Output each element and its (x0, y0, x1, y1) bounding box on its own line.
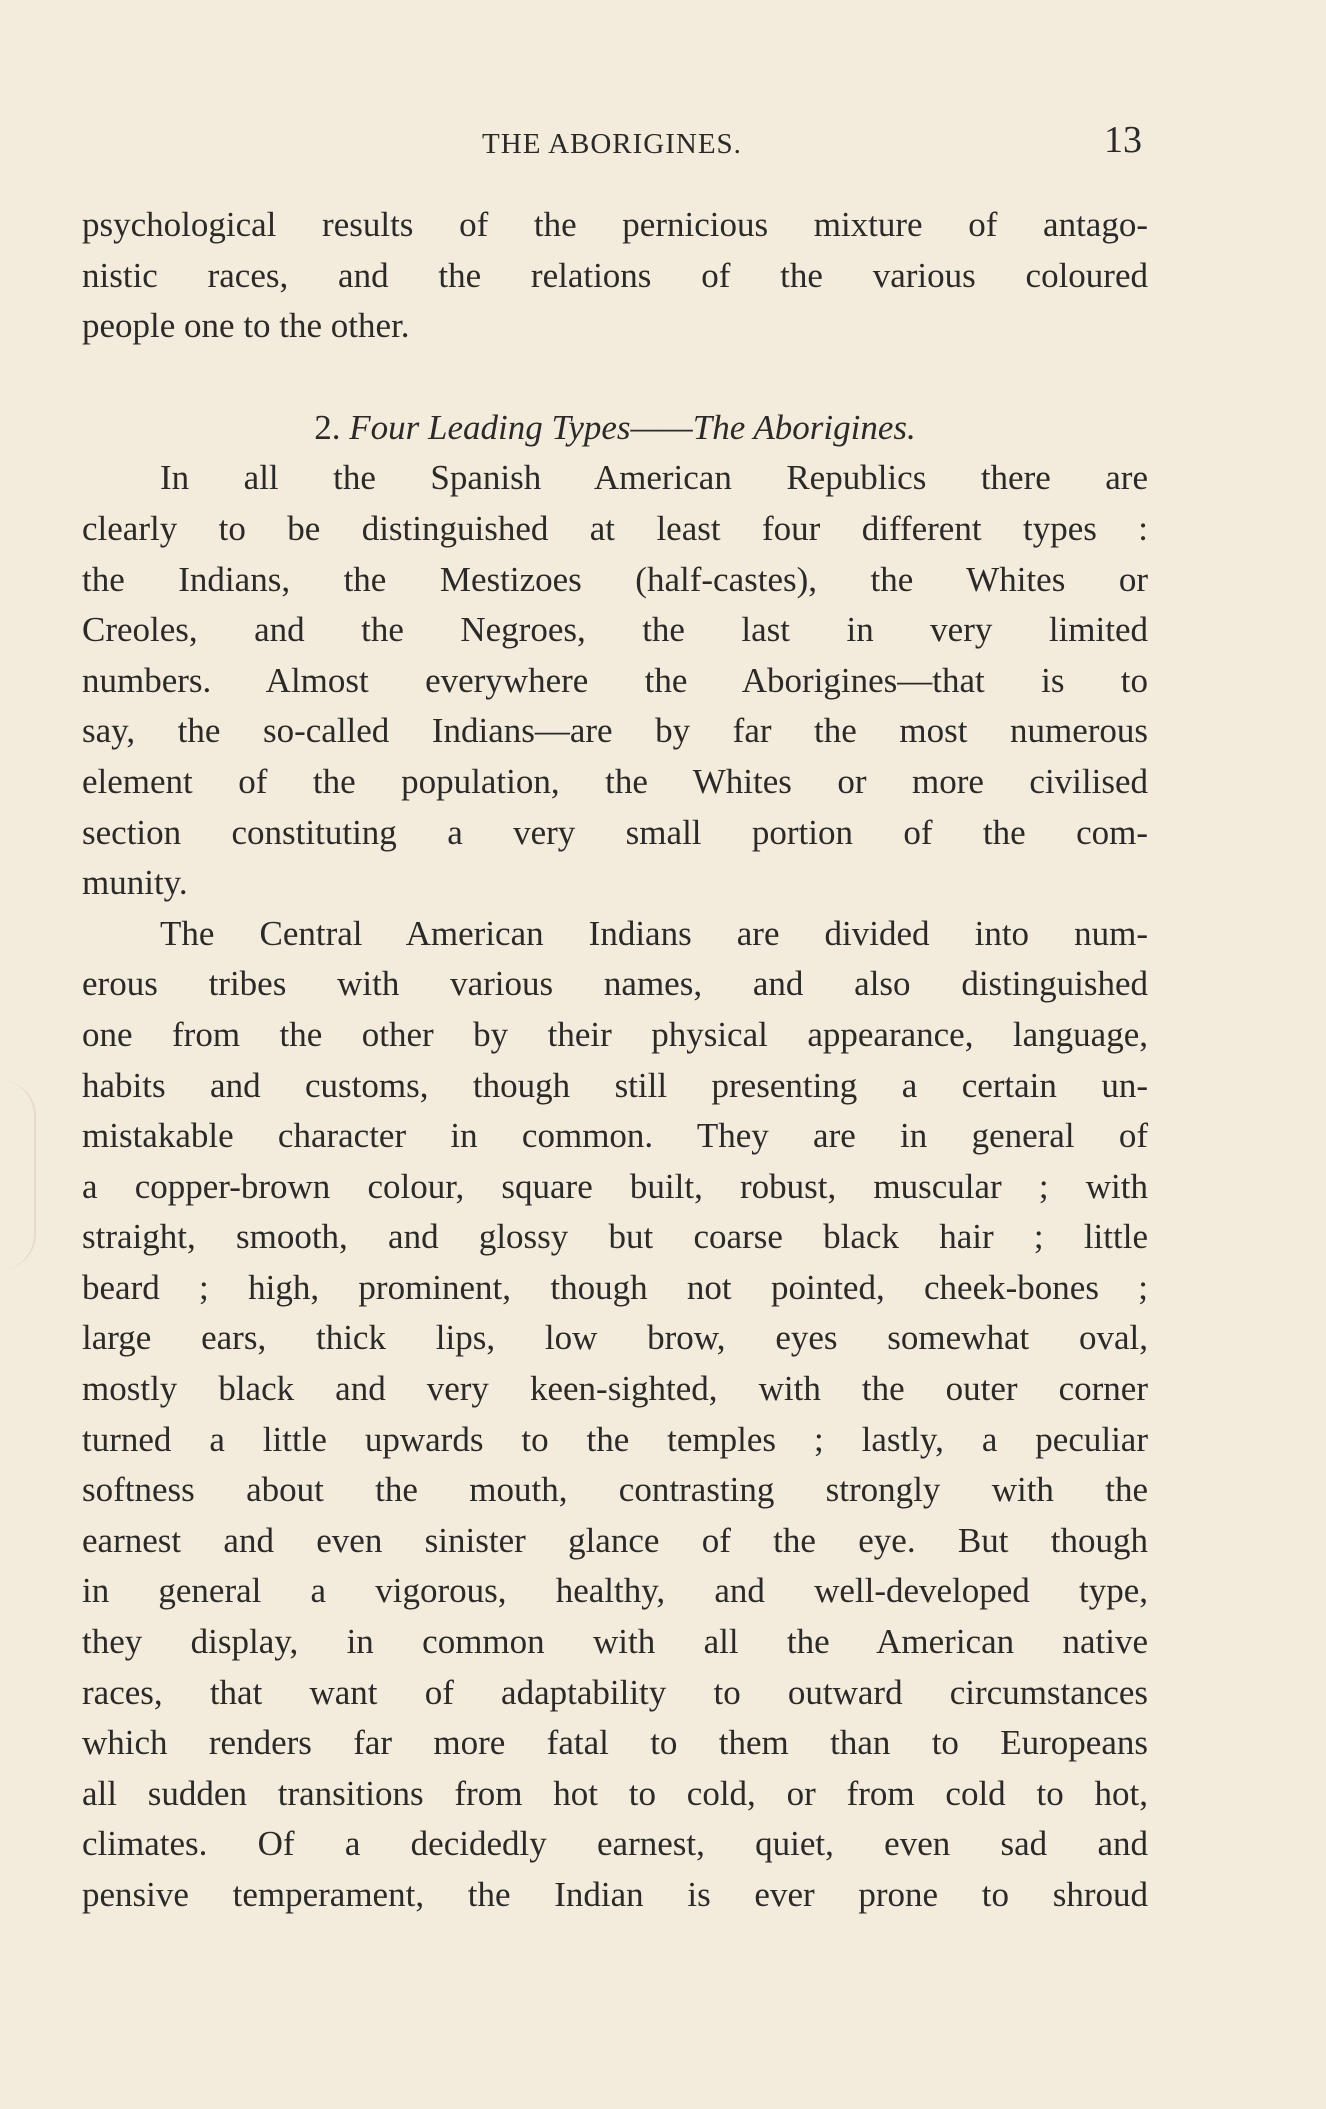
text-line: numbers. Almost everywhere the Aborigines—that is to (82, 660, 1148, 700)
text-line: mostly black and very keen-sighted, with the outer corner (82, 1369, 1148, 1409)
text-line: nistic races, and the relations of the various coloured (82, 255, 1148, 295)
text-line: they display, in common with all the American native (82, 1622, 1148, 1662)
text-line: a copper-brown colour, square built, robust, muscular ; with (82, 1166, 1148, 1206)
paragraph-intro (82, 200, 1148, 352)
text-line: psychological results of the pernicious mixture of antago- (82, 205, 1148, 244)
text-line: earnest and even sinister glance of the eye. But though (82, 1520, 1148, 1560)
text-line: section constituting a very small portion of the com- (82, 812, 1148, 852)
running-head (82, 118, 1142, 170)
text-line: races, that want of adaptability to outward circumstances (82, 1672, 1148, 1712)
text-line: In all the Spanish American Republics there are (160, 458, 1148, 498)
section-number: 2. (314, 407, 341, 447)
text-line: erous tribes with various names, and also distinguished (82, 964, 1148, 1004)
text-line: in general a vigorous, healthy, and well-developed type, (82, 1571, 1148, 1611)
section-heading (82, 403, 1148, 454)
text-line: habits and customs, though still presenting a certain un- (82, 1065, 1148, 1105)
text-line: pensive temperament, the Indian is ever prone to shroud (82, 1875, 1148, 1914)
text-line: one from the other by their physical appearance, language, (82, 1014, 1148, 1054)
page-fold-shadow (0, 1080, 36, 1270)
text-line: element of the population, the Whites or more civilised (82, 761, 1148, 801)
text-line: the Indians, the Mestizoes (half-castes), the Whites or (82, 559, 1148, 599)
paragraph-indians (82, 909, 1148, 1921)
body-text (82, 200, 1148, 1921)
text-line: softness about the mouth, contrasting strongly with the (82, 1470, 1148, 1510)
page-number: 13 (1104, 119, 1142, 161)
running-title: THE ABORIGINES. (482, 128, 742, 160)
text-line: people one to the other. (82, 306, 410, 346)
text-line: turned a little upwards to the temples ; lastly, a peculiar (82, 1419, 1148, 1459)
section-title: Four Leading Types——The Aborigines. (349, 407, 916, 447)
text-line: climates. Of a decidedly earnest, quiet, even sad and (82, 1824, 1148, 1864)
text-line: clearly to be distinguished at least four different types : (82, 508, 1148, 548)
text-line: beard ; high, prominent, though not pointed, cheek-bones ; (82, 1267, 1148, 1307)
text-line: The Central American Indians are divided into num- (160, 913, 1148, 953)
text-line: large ears, thick lips, low brow, eyes somewhat oval, (82, 1318, 1148, 1358)
text-line: munity. (82, 863, 188, 903)
text-line: all sudden transitions from hot to cold, or from cold to hot, (82, 1773, 1148, 1813)
paragraph-types (82, 453, 1148, 908)
text-line: which renders far more fatal to them than to Europeans (82, 1723, 1148, 1763)
text-line: mistakable character in common. They are in general of (82, 1116, 1148, 1156)
text-line: say, the so-called Indians—are by far the most numerous (82, 711, 1148, 751)
text-line: straight, smooth, and glossy but coarse black hair ; little (82, 1217, 1148, 1257)
text-line: Creoles, and the Negroes, the last in very limited (82, 610, 1148, 650)
